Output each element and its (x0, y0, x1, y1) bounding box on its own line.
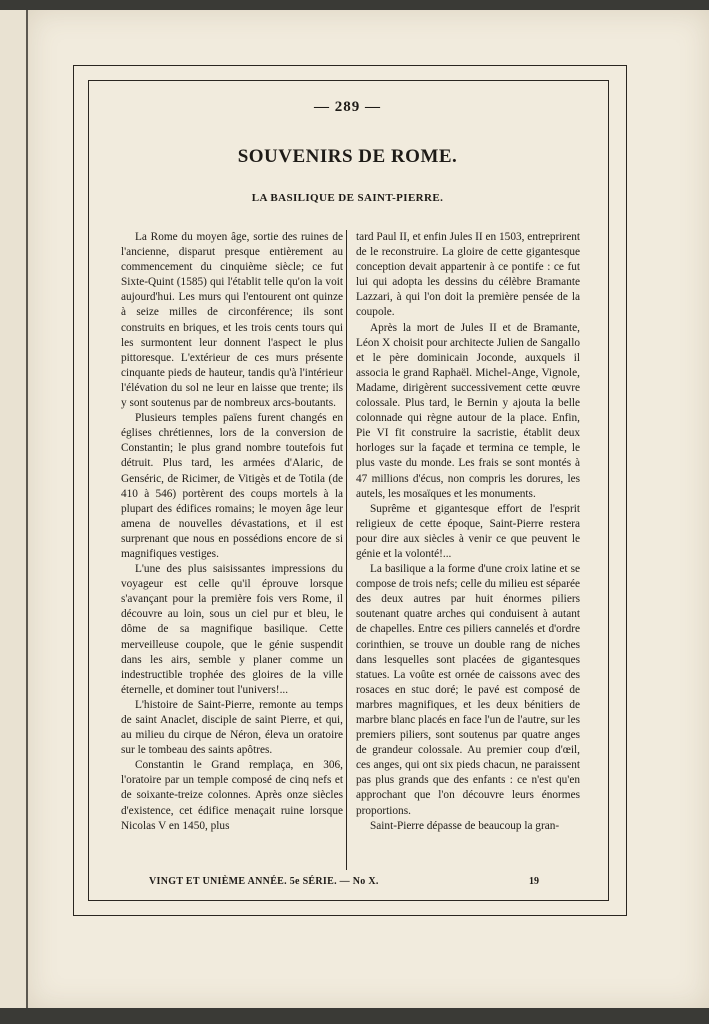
paragraph: Saint-Pierre dépasse de beaucoup la gran- (370, 819, 560, 832)
book-spine-edge (0, 10, 28, 1008)
paragraph: tard Paul II, et enfin Jules II en 1503, entreprirent de le reconstruire. La gloire de cette gigantesque conception devait appartenir à ce pontife : ce fut lui qui adopta les dessins du célèbre Bramante Lazzari, à qui l'on doit la première pensée de la coupole. (356, 231, 580, 319)
article-subtitle: LA BASILIQUE DE SAINT-PIERRE. (251, 192, 444, 204)
text-column-right (356, 230, 580, 834)
text-column-left (121, 230, 343, 834)
paragraph: Après la mort de Jules II et de Bramante, Léon X choisit pour architecte Julien de Sangallo et le père dominicain Joconde, auxquels il associa le grand Raphaël. Michel-Ange, Vignole, Madame, dirigèrent successivement cette œuvre colossale. Plus tard, le Bernin y ajouta la belle colonnade qui règne autour de la place. Enfin, Pie VI fit construire la sacristie, établit deux horloges sur la façade et termina ce temple, le plus vaste du monde. Les frais se sont montés à 47 millions d'écus, non compris les dorures, les autels, les mosaïques et les monuments. (356, 321, 580, 500)
column-divider (346, 230, 347, 870)
paragraph: L'histoire de Saint-Pierre, remonte au temps de saint Anaclet, disciple de saint Pierre, et qui, au milieu du cirque de Néron, éleva un oratoire sur le tombeau des saints apôtres. (121, 698, 343, 757)
page-title: SOUVENIRS DE ROME. (237, 146, 458, 167)
paragraph: Constantin le Grand remplaça, en 306, l'oratoire par un temple composé de cinq nefs et de soixante-treize colonnes. Après onze siècles d'existence, cet édifice menaçait ruine lorsque Nicolas V en 1450, plus (121, 759, 343, 832)
paragraph: Plusieurs temples païens furent changés en églises chrétiennes, lors de la conversion de Constantin; le plus grand nombre toutefois fut détruit. Plus tard, les armées d'Alaric, de Genséric, de Ricimer, de Vitigès et de Totila (de 410 à 546) portèrent des coups mortels à la plupart des édifices romains; le moyen âge leur amena de nouvelles dévastations, et il est surprenant que nous en possédions encore de si magnifiques vestiges. (121, 412, 343, 560)
footer-signature-number: 19 (529, 876, 539, 887)
paragraph: Suprême et gigantesque effort de l'esprit religieux de cette époque, Saint-Pierre restera pour dire aux siècles à venir ce que peuvent le génie et la volonté!... (356, 502, 580, 560)
paragraph: L'une des plus saisissantes impressions du voyageur est celle qu'il éprouve lorsque s'avançant pour la première fois vers Rome, il découvre au loin, sous un ciel pur et bleu, le dôme de sa magnifique basilique. Cette merveilleuse coupole, que le génie suspendit dans les airs, semble y planer comme un indestructible trophée des gloires de la ville éternelle, et dominer tout l'univers!... (121, 563, 343, 696)
footer-issue-info: VINGT ET UNIÈME ANNÉE. 5e SÉRIE. — No X. (149, 876, 379, 887)
page-number: — 289 — (314, 99, 381, 115)
paragraph: La basilique a la forme d'une croix latine et se compose de trois nefs; celle du milieu est séparée des deux autres par huit énormes piliers soutenant quatre arches qui conduisent à autant de chapelles. Entre ces piliers cannelés et d'ordre corinthien, se trouve un double rang de niches dans lesquelles sont placées de gigantesques statues. La voûte est ornée de caissons avec des rosaces en stuc doré; le pavé est composé de marbres magnifiques, et les deux bénitiers de marbre blanc placés en face l'un de l'autre, sur les premiers piliers, sont soutenus par quatre anges de grandeur colossale. Au premier coup d'œil, ces anges, qui ont six pieds chacun, ne paraissent pas plus grands que des enfants : ce n'est qu'en approchant que l'on découvre leurs énormes proportions. (356, 563, 580, 817)
paragraph: La Rome du moyen âge, sortie des ruines de l'ancienne, disparut presque entièrement au commencement du cinquième siècle; ce fut Sixte-Quint (1585) qui l'établit telle qu'on la voit aujourd'hui. Les murs qui l'entourent ont quinze à seize milles de circonférence; ils sont construits en briques, et les trois cents tours qui les surmontent leur donnent l'aspect le plus pittoresque. L'extérieur de ces murs présente cinquante pieds de hauteur, tandis qu'à l'intérieur l'élévation du sol ne leur en laisse que trente; ils y sont soutenus par de nombreux arcs-boutants. (121, 231, 343, 410)
